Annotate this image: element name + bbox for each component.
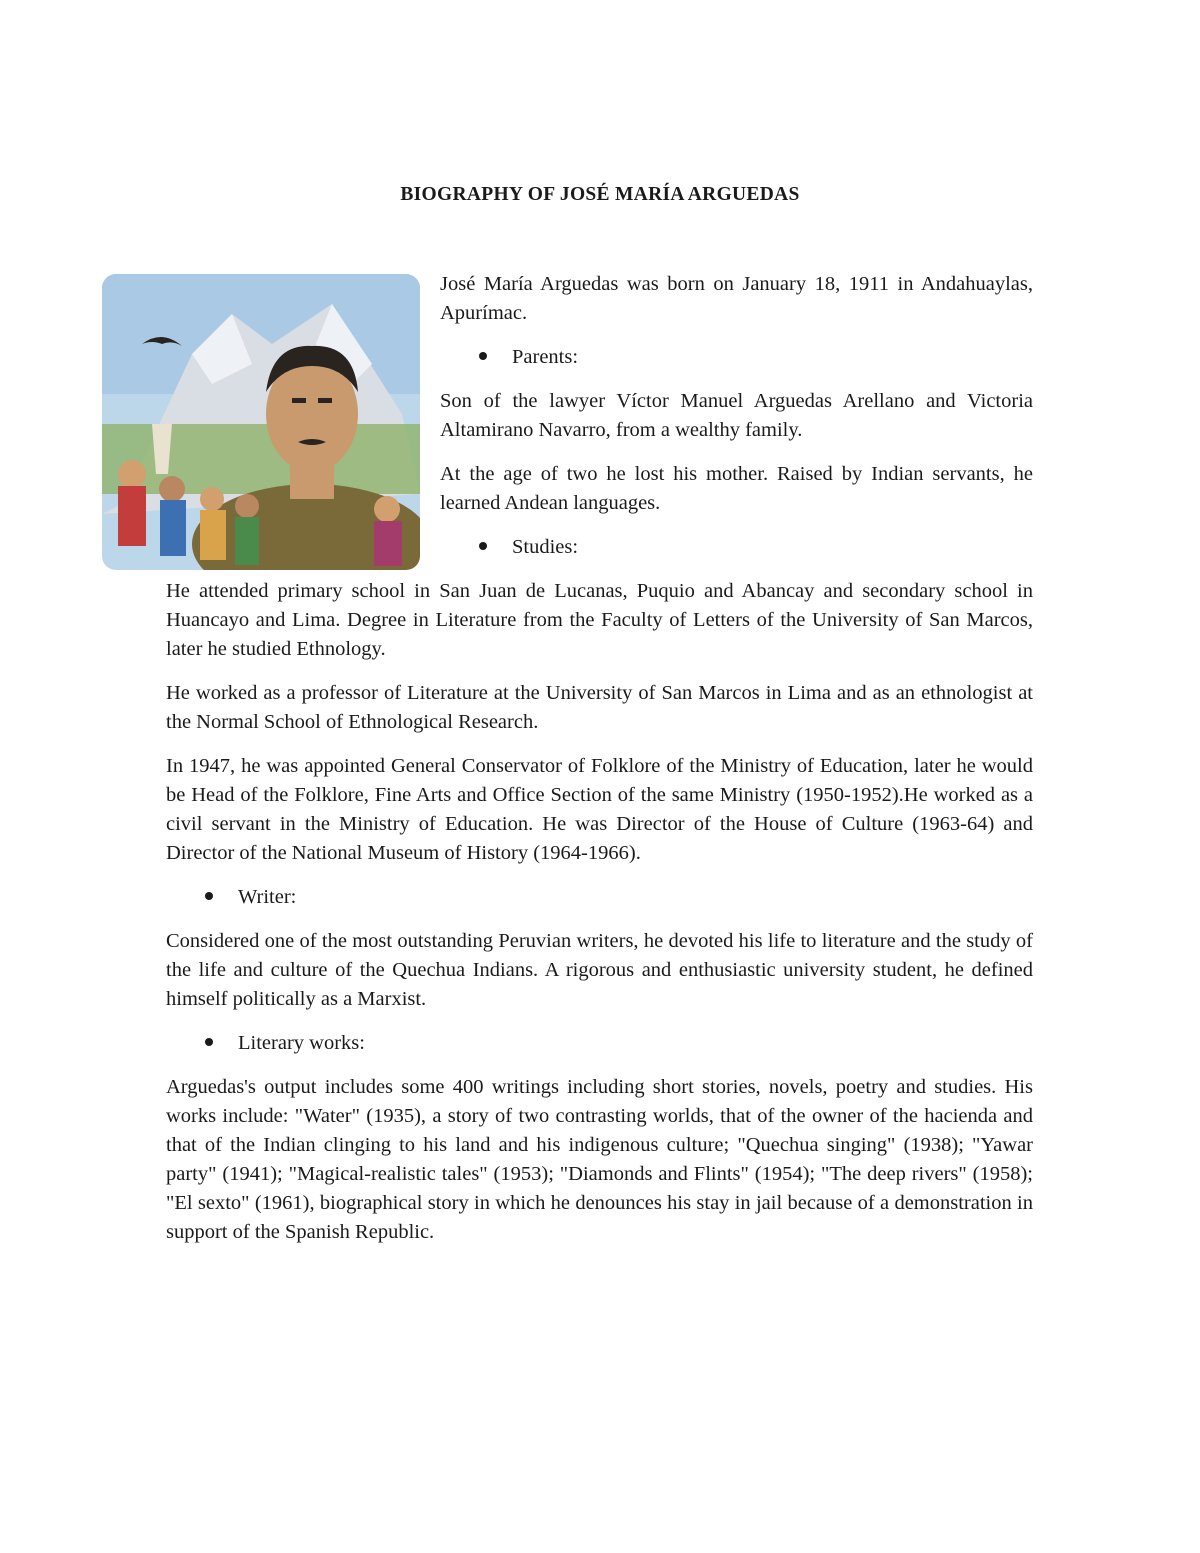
document-body	[166, 270, 1033, 1262]
bullet-writer	[166, 883, 1033, 912]
writer-label: Writer:	[238, 886, 297, 908]
works-label: Literary works:	[238, 1032, 365, 1054]
writer-paragraph: Considered one of the most outstanding Peruvian writers, he devoted his life to literature and the study of the life and culture of the Quechua Indians. A rigorous and enthusiastic university student, he defined himself politically as a Marxist.	[166, 930, 1033, 1010]
bullet-dot-icon	[205, 892, 213, 900]
studies-paragraph: He attended primary school in San Juan de Lucanas, Puquio and Abancay and secondary school in Huancayo and Lima. Degree in Literature from the Faculty of Letters of the University of San Marcos, later he studied Ethnology.	[166, 580, 1033, 660]
bullet-studies	[166, 533, 1033, 562]
professor-paragraph: He worked as a professor of Literature at the University of San Marcos in Lima and as an ethnologist at the Normal School of Ethnological Research.	[166, 682, 1033, 733]
studies-label: Studies:	[512, 536, 579, 558]
bullet-literary-works	[166, 1029, 1033, 1058]
parents-paragraph: Son of the lawyer Víctor Manuel Arguedas Arellano and Victoria Altamirano Navarro, from a wealthy family.	[440, 390, 1033, 441]
bullet-dot-icon	[479, 352, 487, 360]
works-paragraph: Arguedas's output includes some 400 writings including short stories, novels, poetry and studies. His works include: "Water" (1935), a story of two contrasting worlds, that of the owner of the hacienda and that of the Indian clinging to his land and his indigenous culture; "Quechua singing" (1938); "Yawar party" (1941); "Magical-realistic tales" (1953); "Diamonds and Flints" (1954); "The deep rivers" (1958); "El sexto" (1961), biographical story in which he denounces his stay in jail because of a demonstration in support of the Spanish Republic.	[166, 1076, 1033, 1243]
childhood-paragraph: At the age of two he lost his mother. Raised by Indian servants, he learned Andean languages.	[440, 463, 1033, 514]
bullet-dot-icon	[205, 1038, 213, 1046]
intro-paragraph: José María Arguedas was born on January 18, 1911 in Andahuaylas, Apurímac.	[440, 273, 1033, 324]
career-paragraph: In 1947, he was appointed General Conservator of Folklore of the Ministry of Education, later he would be Head of the Folklore, Fine Arts and Office Section of the same Ministry (1950-1952).He worked as a civil servant in the Ministry of Education. He was Director of the House of Culture (1963-64) and Director of the National Museum of History (1964-1966).	[166, 755, 1033, 864]
page-title: BIOGRAPHY OF JOSÉ MARÍA ARGUEDAS	[400, 184, 800, 205]
parents-label: Parents:	[512, 346, 579, 368]
portrait-illustration	[102, 274, 420, 570]
bullet-parents	[166, 343, 1033, 372]
bullet-dot-icon	[479, 542, 487, 550]
